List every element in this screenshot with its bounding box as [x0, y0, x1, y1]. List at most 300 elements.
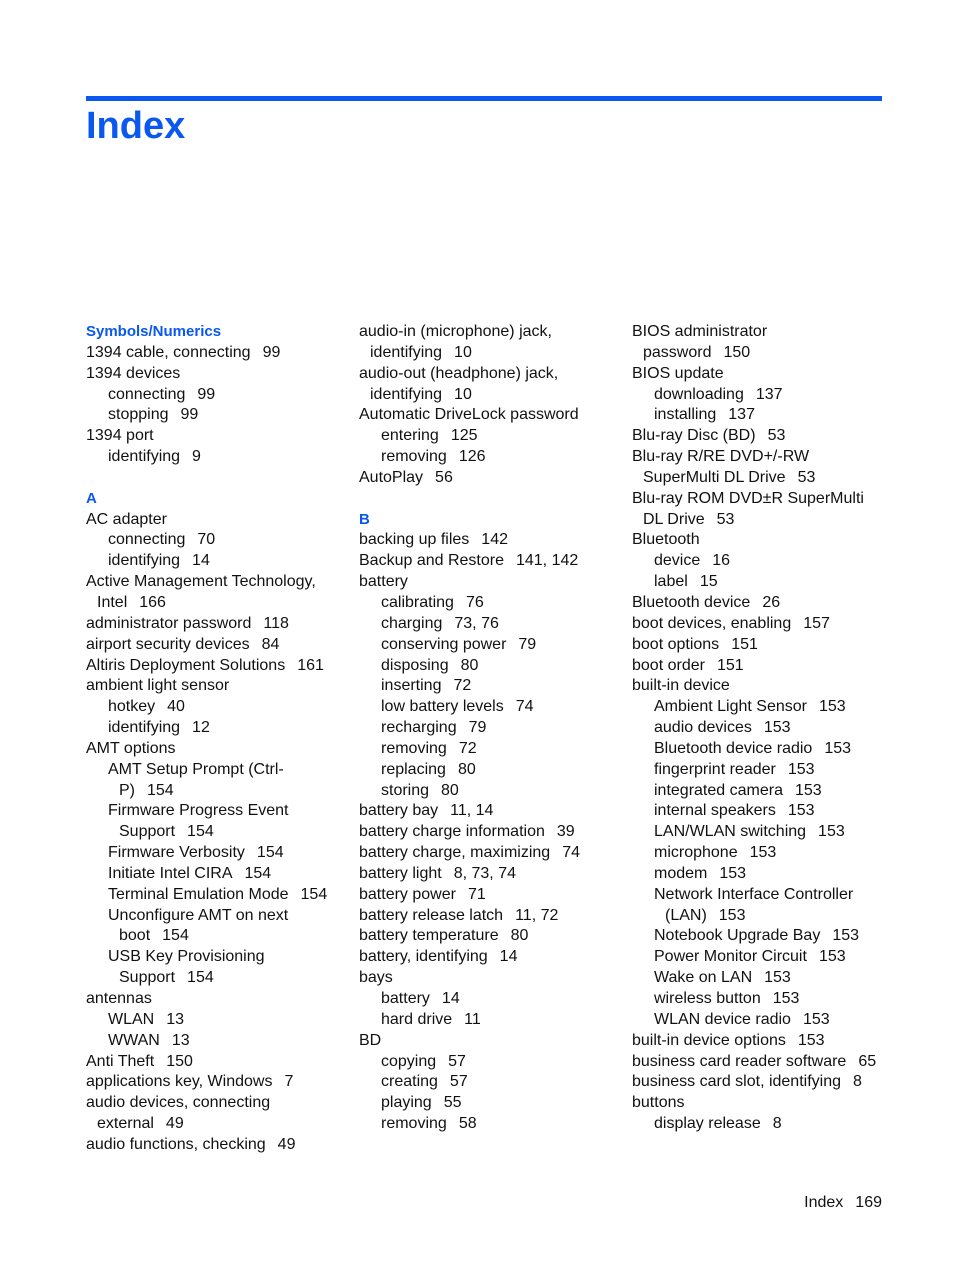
index-term: AMT Setup Prompt (Ctrl-	[108, 760, 284, 778]
index-page-ref[interactable]: 153	[818, 823, 845, 841]
index-subentry	[359, 739, 624, 760]
index-subentry	[86, 885, 351, 906]
title-rule	[86, 96, 882, 101]
index-subentry	[86, 864, 351, 885]
index-page-ref[interactable]: 14	[192, 552, 210, 570]
index-page-ref[interactable]: 154	[244, 864, 272, 882]
index-entry	[86, 635, 351, 656]
index-page-ref[interactable]: 76	[465, 593, 484, 611]
index-term: Intel	[97, 593, 128, 611]
index-term: battery power	[359, 885, 456, 903]
index-page-ref[interactable]: 153	[764, 969, 791, 987]
index-subentry	[359, 656, 624, 677]
index-entry	[86, 1072, 351, 1093]
index-entry	[632, 656, 897, 677]
index-term: ambient light sensor	[86, 677, 230, 695]
index-entry	[86, 343, 351, 364]
index-term: Notebook Upgrade Bay	[654, 927, 821, 945]
index-page-ref[interactable]: 153	[787, 760, 815, 778]
index-term: connecting	[108, 385, 186, 403]
index-entry	[86, 510, 351, 531]
index-term: 1394 cable, connecting	[86, 343, 251, 361]
index-subentry	[632, 989, 897, 1010]
index-entry	[359, 405, 624, 426]
index-term: creating	[381, 1073, 438, 1091]
index-term: audio devices	[654, 719, 752, 737]
index-page-ref[interactable]: 57	[449, 1073, 468, 1091]
index-subentry	[86, 697, 351, 718]
index-subentry	[359, 1052, 624, 1073]
index-term: Ambient Light Sensor	[654, 698, 807, 716]
index-subentry	[632, 968, 897, 989]
index-page-ref[interactable]: 72	[453, 677, 472, 695]
index-section-heading	[359, 510, 624, 531]
index-term: USB Key Provisioning	[108, 948, 265, 966]
index-page-ref[interactable]: 141, 142	[515, 552, 579, 570]
index-term: Power Monitor Circuit	[654, 948, 807, 966]
index-term: disposing	[381, 656, 449, 674]
index-page-ref[interactable]: 157	[803, 614, 830, 632]
index-entry	[359, 906, 624, 927]
index-term: battery charge, maximizing	[359, 844, 551, 862]
index-term: storing	[381, 781, 430, 799]
index-page-ref[interactable]: 8	[853, 1073, 862, 1091]
index-term: removing	[381, 1115, 447, 1133]
index-subentry	[632, 781, 897, 802]
index-subentry	[632, 572, 897, 593]
index-term: audio functions, checking	[86, 1135, 266, 1153]
index-entry	[359, 968, 624, 989]
index-entry	[632, 343, 897, 364]
index-subentry	[359, 614, 624, 635]
index-page-ref[interactable]: 153	[797, 1031, 825, 1049]
index-subentry	[359, 1072, 624, 1093]
index-term: business card reader software	[632, 1052, 847, 1070]
index-page-ref[interactable]: 79	[518, 635, 537, 653]
index-term: charging	[381, 614, 443, 632]
index-subentry	[632, 697, 897, 718]
index-term: antennas	[86, 990, 152, 1007]
index-term: Firmware Verbosity	[108, 844, 245, 862]
index-page-ref[interactable]: 118	[263, 614, 289, 632]
index-term: hotkey	[108, 698, 156, 716]
index-column-3	[632, 322, 897, 1135]
index-term: device	[654, 552, 701, 570]
index-term: low battery levels	[381, 698, 504, 716]
index-subentry	[359, 760, 624, 781]
index-term: calibrating	[381, 593, 454, 611]
index-page-ref[interactable]: 142	[481, 531, 508, 549]
page-footer	[804, 1192, 882, 1214]
index-entry	[359, 822, 624, 843]
index-term: administrator password	[86, 614, 252, 632]
index-subentry	[359, 447, 624, 468]
index-page-ref[interactable]: 154	[147, 781, 174, 799]
index-subentry	[86, 447, 351, 468]
index-subentry	[86, 801, 351, 822]
index-subentry	[359, 781, 624, 802]
index-term: entering	[381, 427, 439, 445]
index-subentry	[86, 385, 351, 406]
index-page-ref[interactable]: 53	[797, 468, 816, 486]
index-page-ref[interactable]: 53	[767, 427, 786, 445]
index-page-ref[interactable]: 84	[261, 635, 280, 653]
index-term: Blu-ray Disc (BD)	[632, 427, 756, 445]
index-term: removing	[381, 448, 447, 466]
index-page-ref[interactable]: 153	[794, 781, 822, 799]
index-term: Initiate Intel CIRA	[108, 864, 233, 882]
index-entry	[632, 1052, 897, 1073]
index-page-ref[interactable]: 99	[180, 406, 199, 424]
index-subentry	[359, 1114, 624, 1135]
index-term: internal speakers	[654, 802, 776, 820]
index-entry	[359, 322, 624, 343]
index-term: identifying	[370, 385, 443, 403]
index-subentry	[632, 551, 897, 572]
index-subentry	[632, 864, 897, 885]
index-term: identifying	[370, 343, 443, 361]
index-term: Backup and Restore	[359, 552, 504, 570]
index-term: Blu-ray R/RE DVD+/-RW	[632, 448, 810, 466]
index-page-ref[interactable]: 8, 73, 74	[453, 864, 516, 882]
index-term: copying	[381, 1052, 437, 1070]
index-page-ref[interactable]: 15	[699, 573, 718, 591]
index-term: Bluetooth	[632, 531, 700, 549]
index-subentry	[86, 718, 351, 739]
index-entry	[632, 468, 897, 489]
index-page-ref[interactable]: 65	[858, 1052, 877, 1070]
index-page-ref[interactable]: 53	[716, 510, 735, 528]
index-entry	[632, 530, 897, 551]
index-entry	[632, 447, 897, 468]
index-subentry	[86, 843, 351, 864]
index-subentry	[86, 906, 351, 927]
index-term: modem	[654, 864, 708, 882]
index-page-ref[interactable]: 80	[460, 656, 479, 674]
index-term: wireless button	[654, 990, 761, 1007]
index-term: stopping	[108, 406, 169, 424]
index-term: WWAN	[108, 1031, 160, 1049]
index-subentry	[359, 697, 624, 718]
index-term: P)	[119, 781, 135, 799]
index-term: 1394 devices	[86, 364, 181, 382]
index-term: WLAN	[108, 1010, 155, 1028]
index-entry	[359, 947, 624, 968]
index-subentry	[632, 385, 897, 406]
index-subentry	[359, 1093, 624, 1114]
page-number: 169	[855, 1194, 882, 1211]
index-page-ref[interactable]: 153	[802, 1010, 830, 1028]
index-term: 1394 port	[86, 427, 154, 445]
index-column-1	[86, 322, 351, 1156]
index-page-ref[interactable]: 13	[166, 1010, 185, 1028]
index-subentry	[86, 822, 351, 843]
index-subentry	[86, 1010, 351, 1031]
index-entry	[359, 843, 624, 864]
index-subentry	[86, 760, 351, 781]
index-page-ref[interactable]: 55	[443, 1094, 462, 1112]
index-page-ref[interactable]: 58	[458, 1115, 477, 1133]
index-subentry	[86, 926, 351, 947]
index-heading-text: B	[359, 510, 370, 528]
index-term: inserting	[381, 677, 442, 695]
index-section-heading	[86, 322, 351, 343]
index-subentry	[86, 405, 351, 426]
index-subentry	[359, 989, 624, 1010]
index-term: identifying	[108, 552, 181, 570]
index-page-ref[interactable]: 154	[187, 969, 214, 987]
index-subentry	[86, 968, 351, 989]
index-page-ref[interactable]: 153	[787, 802, 815, 820]
index-term: Terminal Emulation Mode	[108, 885, 289, 903]
index-heading-text: A	[86, 489, 97, 507]
index-entry	[359, 364, 624, 385]
index-term: audio-in (microphone) jack,	[359, 323, 552, 340]
index-page-ref[interactable]: 153	[772, 990, 800, 1007]
index-page-ref[interactable]: 71	[467, 885, 486, 903]
index-page-ref[interactable]: 10	[454, 343, 472, 361]
index-page-ref[interactable]: 26	[762, 593, 781, 611]
index-term: audio devices, connecting	[86, 1094, 271, 1112]
index-entry	[359, 385, 624, 406]
index-term: DL Drive	[643, 510, 705, 528]
index-subentry	[359, 426, 624, 447]
index-subentry	[359, 676, 624, 697]
index-subentry	[632, 405, 897, 426]
index-term: boot order	[632, 656, 705, 674]
index-term: Anti Theft	[86, 1052, 155, 1070]
index-term: Altiris Deployment Solutions	[86, 656, 286, 674]
footer-label: Index	[804, 1194, 844, 1211]
index-page-ref[interactable]: 80	[510, 927, 529, 945]
index-term: downloading	[654, 385, 744, 403]
index-page-ref[interactable]: 57	[448, 1052, 466, 1070]
index-page-ref[interactable]: 7	[284, 1073, 294, 1091]
index-entry	[359, 551, 624, 572]
index-page-ref[interactable]: 125	[450, 427, 478, 445]
index-page-ref[interactable]: 80	[441, 781, 459, 799]
index-page-ref[interactable]: 79	[468, 719, 487, 737]
index-subentry	[632, 1010, 897, 1031]
index-page-ref[interactable]: 151	[716, 656, 744, 674]
index-entry	[359, 572, 624, 593]
index-page-ref[interactable]: 11, 72	[515, 906, 559, 924]
index-entry	[86, 572, 351, 593]
index-page-ref[interactable]: 8	[772, 1115, 782, 1133]
index-term: microphone	[654, 844, 738, 862]
index-page-ref[interactable]: 12	[192, 719, 210, 737]
index-term: boot options	[632, 635, 720, 653]
index-term: fingerprint reader	[654, 760, 776, 778]
index-page-ref[interactable]: 153	[824, 739, 852, 757]
index-subentry	[632, 801, 897, 822]
index-term: SuperMulti DL Drive	[643, 468, 786, 486]
index-subentry	[632, 885, 897, 906]
index-section-heading	[86, 489, 351, 510]
index-page-ref[interactable]: 74	[515, 698, 534, 716]
index-term: applications key, Windows	[86, 1073, 273, 1091]
index-term: built-in device	[632, 677, 730, 695]
index-term: AutoPlay	[359, 468, 424, 486]
index-page-ref[interactable]: 153	[832, 927, 860, 945]
index-term: BIOS administrator	[632, 323, 768, 340]
index-page-ref[interactable]: 16	[712, 552, 731, 570]
index-page-ref[interactable]: 154	[300, 885, 328, 903]
index-page-ref[interactable]: 49	[277, 1135, 296, 1153]
index-subentry	[86, 947, 351, 968]
index-page-ref[interactable]: 153	[818, 948, 846, 966]
index-term: Support	[119, 969, 176, 987]
index-page-ref[interactable]: 154	[187, 823, 214, 841]
index-subentry	[632, 760, 897, 781]
index-subentry	[86, 781, 351, 802]
index-page-ref[interactable]: 70	[197, 531, 216, 549]
index-entry	[86, 614, 351, 635]
index-page-ref[interactable]: 39	[556, 823, 575, 841]
index-term: Blu-ray ROM DVD±R SuperMulti	[632, 489, 864, 507]
index-term: battery release latch	[359, 906, 504, 924]
index-term: identifying	[108, 719, 181, 737]
index-term: battery	[359, 573, 408, 591]
index-term: AC adapter	[86, 510, 167, 528]
index-term: removing	[381, 739, 447, 757]
index-term: Bluetooth device	[632, 593, 751, 611]
index-page-ref[interactable]: 153	[763, 719, 791, 737]
index-heading-text: Symbols/Numerics	[86, 323, 222, 340]
index-page-ref[interactable]: 10	[454, 385, 472, 403]
index-column-2	[359, 322, 624, 1135]
index-page-ref[interactable]: 11, 14	[450, 802, 494, 820]
index-subentry	[86, 530, 351, 551]
index-entry	[86, 656, 351, 677]
index-subentry	[632, 739, 897, 760]
index-subentry	[359, 635, 624, 656]
index-entry	[632, 489, 897, 510]
index-entry	[86, 1052, 351, 1073]
index-page-ref[interactable]: 151	[731, 635, 758, 653]
index-page-ref[interactable]: 150	[723, 343, 751, 361]
index-page-ref[interactable]: 166	[139, 593, 166, 611]
index-page-ref[interactable]: 154	[162, 927, 189, 945]
index-term: boot devices, enabling	[632, 614, 792, 632]
index-page-ref[interactable]: 150	[166, 1052, 193, 1070]
index-entry	[86, 364, 351, 385]
index-term: battery temperature	[359, 927, 499, 945]
index-term: battery, identifying	[359, 948, 488, 966]
index-entry	[359, 885, 624, 906]
index-term: battery charge information	[359, 823, 545, 841]
index-entry	[632, 676, 897, 697]
index-page-ref[interactable]: 153	[719, 864, 747, 882]
index-page-ref[interactable]: 126	[458, 448, 486, 466]
index-term: backing up files	[359, 531, 470, 549]
index-page-ref[interactable]: 161	[297, 656, 324, 674]
index-page-ref[interactable]: 80	[457, 760, 476, 778]
index-term: connecting	[108, 531, 186, 549]
index-entry	[632, 1072, 897, 1093]
index-term: hard drive	[381, 1010, 453, 1028]
index-entry	[359, 926, 624, 947]
page-title: Index	[86, 105, 186, 147]
index-subentry	[632, 947, 897, 968]
index-entry	[86, 1093, 351, 1114]
index-subentry	[632, 1114, 897, 1135]
index-term: identifying	[108, 448, 181, 466]
index-term: BIOS update	[632, 364, 724, 382]
index-subentry	[632, 718, 897, 739]
index-term: (LAN)	[665, 906, 707, 924]
index-entry	[359, 343, 624, 364]
index-page-ref[interactable]: 99	[262, 343, 281, 361]
index-page-ref[interactable]: 73, 76	[454, 614, 499, 632]
index-entry	[632, 1031, 897, 1052]
index-page-ref[interactable]: 137	[755, 385, 783, 403]
index-term: installing	[654, 406, 717, 424]
index-page-ref[interactable]: 153	[718, 906, 746, 924]
index-term: Firmware Progress Event	[108, 802, 289, 820]
index-entry	[632, 322, 897, 343]
index-page-ref[interactable]: 40	[167, 698, 185, 716]
index-entry	[86, 1135, 351, 1156]
index-entry	[86, 989, 351, 1010]
index-page-ref[interactable]: 13	[171, 1031, 190, 1049]
index-term: integrated camera	[654, 781, 783, 799]
index-page-ref[interactable]: 11	[464, 1010, 481, 1028]
index-page-ref[interactable]: 9	[192, 448, 201, 466]
index-term: battery	[381, 990, 430, 1007]
index-entry	[359, 1031, 624, 1052]
index-entry	[86, 426, 351, 447]
index-subentry	[86, 1031, 351, 1052]
index-page-ref[interactable]: 14	[499, 948, 518, 966]
index-term: external	[97, 1115, 154, 1133]
index-term: airport security devices	[86, 635, 250, 653]
index-term: business card slot, identifying	[632, 1073, 841, 1091]
index-page-ref[interactable]: 49	[165, 1115, 184, 1133]
index-subentry	[632, 906, 897, 927]
index-page-ref[interactable]: 154	[256, 844, 284, 862]
index-term: password	[643, 343, 712, 361]
index-term: bays	[359, 969, 393, 987]
index-entry	[86, 1114, 351, 1135]
index-term: Network Interface Controller	[654, 885, 854, 903]
index-entry	[359, 468, 624, 489]
index-entry	[632, 635, 897, 656]
index-page-ref[interactable]: 74	[562, 844, 580, 862]
index-term: LAN/WLAN switching	[654, 823, 807, 841]
index-subentry	[359, 593, 624, 614]
index-page-ref[interactable]: 137	[728, 406, 755, 424]
index-entry	[632, 426, 897, 447]
index-page-ref[interactable]: 153	[749, 844, 777, 862]
index-subentry	[359, 718, 624, 739]
index-term: Bluetooth device radio	[654, 739, 813, 757]
index-entry	[359, 530, 624, 551]
index-entry	[86, 593, 351, 614]
index-entry	[632, 364, 897, 385]
index-page-ref[interactable]: 153	[818, 698, 846, 716]
index-page-ref[interactable]: 72	[458, 739, 477, 757]
index-subentry	[632, 822, 897, 843]
index-term: battery bay	[359, 802, 439, 820]
index-subentry	[359, 1010, 624, 1031]
index-term: built-in device options	[632, 1031, 786, 1049]
index-page-ref[interactable]: 99	[197, 385, 216, 403]
index-subentry	[86, 551, 351, 572]
index-page-ref[interactable]: 14	[441, 990, 460, 1007]
index-entry	[632, 614, 897, 635]
index-page-ref[interactable]: 56	[435, 468, 453, 486]
